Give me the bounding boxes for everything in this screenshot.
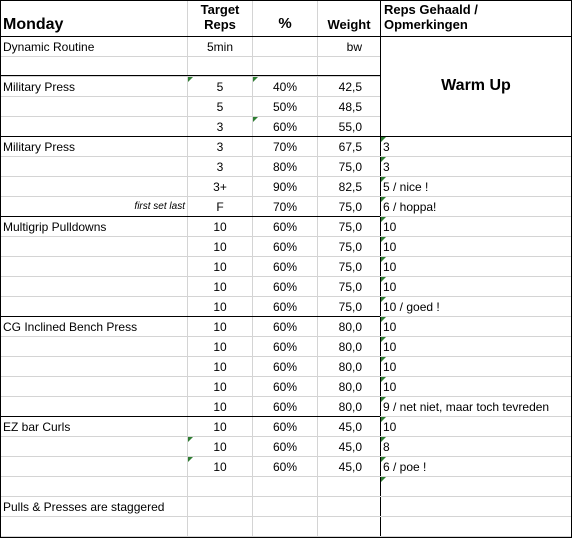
cell-indicator-icon — [381, 357, 386, 362]
reps-cell[interactable]: 10 — [213, 340, 227, 354]
percent-cell[interactable]: 70% — [272, 200, 298, 214]
remarks-header-line2: Opmerkingen — [384, 17, 468, 32]
cell-indicator-icon — [381, 417, 386, 422]
cell-indicator-icon — [381, 437, 386, 442]
reps-cell[interactable] — [188, 497, 252, 517]
target-reps-header-line1: Target — [200, 2, 240, 17]
weight-cell[interactable] — [318, 517, 362, 537]
cell-indicator-icon — [381, 157, 386, 162]
exercise-cell[interactable] — [3, 257, 185, 277]
exercise-cell[interactable] — [3, 457, 185, 477]
cell-indicator-icon — [381, 397, 386, 402]
remark-cell[interactable]: 3 — [383, 160, 390, 174]
exercise-cell[interactable] — [3, 357, 185, 377]
percent-cell[interactable]: 60% — [272, 400, 298, 414]
reps-cell[interactable]: 10 — [213, 380, 227, 394]
exercise-cell[interactable] — [3, 377, 185, 397]
remarks-header-line1: Reps Gehaald / — [384, 2, 478, 17]
reps-cell[interactable]: 10 — [213, 440, 227, 454]
remark-cell[interactable] — [383, 37, 569, 57]
weight-cell[interactable]: bw — [346, 40, 362, 54]
weight-cell[interactable]: 42,5 — [338, 80, 362, 94]
remark-cell[interactable]: 9 / net niet, maar toch tevreden — [383, 400, 550, 414]
remark-cell[interactable] — [383, 77, 569, 97]
weight-cell[interactable]: 75,0 — [338, 200, 362, 214]
remark-cell[interactable]: 10 — [383, 320, 397, 334]
cell-indicator-icon — [381, 477, 386, 482]
cell-indicator-icon — [381, 457, 386, 462]
reps-cell[interactable]: 3+ — [213, 180, 227, 194]
percent-cell[interactable]: 60% — [272, 360, 298, 374]
weight-cell[interactable]: 75,0 — [338, 260, 362, 274]
cell-indicator-icon — [381, 337, 386, 342]
warm-up-label: Warm Up — [441, 77, 511, 94]
weight-cell[interactable]: 80,0 — [338, 360, 362, 374]
exercise-cell[interactable]: Multigrip Pulldowns — [3, 220, 107, 234]
weight-cell[interactable]: 48,5 — [338, 100, 362, 114]
remark-cell[interactable] — [383, 57, 569, 77]
percent-cell[interactable]: 60% — [272, 120, 298, 134]
percent-cell[interactable]: 60% — [272, 280, 298, 294]
weight-cell[interactable]: 75,0 — [338, 300, 362, 314]
weight-cell[interactable]: 45,0 — [338, 460, 362, 474]
weight-cell[interactable]: 45,0 — [338, 420, 362, 434]
weight-cell[interactable]: 75,0 — [338, 280, 362, 294]
exercise-cell[interactable] — [3, 297, 185, 317]
exercise-cell[interactable] — [3, 177, 185, 197]
remark-cell[interactable] — [383, 477, 569, 497]
exercise-cell[interactable] — [3, 237, 185, 257]
exercise-cell[interactable]: Military Press — [3, 140, 76, 154]
percent-cell[interactable] — [253, 517, 317, 537]
target-reps-header-line2: Reps — [204, 17, 236, 32]
remark-cell[interactable]: 10 — [383, 420, 397, 434]
remark-cell[interactable]: 10 — [383, 220, 397, 234]
percent-cell[interactable]: 60% — [272, 220, 298, 234]
target-reps-header — [188, 2, 252, 32]
exercise-cell[interactable] — [3, 517, 185, 537]
reps-cell[interactable]: 10 — [213, 420, 227, 434]
remark-cell[interactable]: 10 — [383, 240, 397, 254]
weight-cell[interactable]: 80,0 — [338, 380, 362, 394]
reps-cell[interactable]: 10 — [213, 460, 227, 474]
cell-indicator-icon — [381, 297, 386, 302]
exercise-cell[interactable] — [3, 337, 185, 357]
remark-cell[interactable]: 10 — [383, 260, 397, 274]
weight-cell[interactable]: 80,0 — [338, 400, 362, 414]
remarks-header — [384, 2, 478, 32]
weight-cell[interactable] — [318, 477, 362, 497]
weight-cell[interactable]: 55,0 — [338, 120, 362, 134]
weight-cell[interactable]: 80,0 — [338, 320, 362, 334]
exercise-cell[interactable]: Military Press — [3, 80, 76, 94]
exercise-cell[interactable] — [3, 97, 185, 117]
remark-cell[interactable] — [383, 117, 569, 137]
percent-header: % — [278, 15, 292, 32]
reps-cell[interactable]: 10 — [213, 240, 227, 254]
exercise-cell[interactable] — [3, 397, 185, 417]
remark-cell[interactable]: 10 — [383, 280, 397, 294]
remark-cell[interactable]: 10 — [383, 360, 397, 374]
reps-cell[interactable]: 10 — [213, 300, 227, 314]
exercise-cell[interactable]: Pulls & Presses are staggered — [3, 500, 165, 514]
remark-cell[interactable]: 5 / nice ! — [383, 180, 429, 194]
row-note: first set last — [134, 201, 185, 212]
cell-indicator-icon — [381, 277, 386, 282]
remark-cell[interactable]: 6 / poe ! — [383, 460, 427, 474]
cell-indicator-icon — [381, 257, 386, 262]
reps-cell[interactable]: 3 — [216, 140, 224, 154]
percent-cell[interactable]: 60% — [272, 460, 298, 474]
weight-cell[interactable]: 80,0 — [338, 340, 362, 354]
reps-cell[interactable]: 10 — [213, 320, 227, 334]
exercise-cell[interactable] — [3, 57, 185, 77]
remark-cell[interactable]: 8 — [383, 440, 390, 454]
reps-cell[interactable] — [188, 57, 252, 77]
weight-cell[interactable]: 45,0 — [338, 440, 362, 454]
cell-indicator-icon — [188, 77, 193, 82]
cell-indicator-icon — [381, 137, 386, 142]
cell-indicator-icon — [381, 237, 386, 242]
cell-indicator-icon — [381, 377, 386, 382]
percent-cell[interactable]: 60% — [272, 420, 298, 434]
exercise-cell[interactable]: Dynamic Routine — [3, 40, 95, 54]
weight-cell[interactable]: 82,5 — [338, 180, 362, 194]
reps-cell[interactable]: 5 — [216, 80, 224, 94]
day-title: Monday — [3, 16, 64, 33]
reps-cell[interactable]: 10 — [213, 260, 227, 274]
weight-header: Weight — [327, 17, 371, 32]
cell-indicator-icon — [253, 77, 258, 82]
percent-cell[interactable]: 90% — [272, 180, 298, 194]
weight-cell[interactable]: 75,0 — [338, 220, 362, 234]
remark-cell[interactable] — [383, 517, 569, 537]
cell-indicator-icon — [381, 197, 386, 202]
percent-cell[interactable]: 60% — [272, 440, 298, 454]
percent-cell[interactable]: 60% — [272, 320, 298, 334]
remark-cell[interactable]: 6 / hoppa! — [383, 200, 437, 214]
exercise-cell[interactable] — [3, 117, 185, 137]
exercise-cell[interactable]: CG Inclined Bench Press — [3, 320, 138, 334]
percent-cell[interactable] — [253, 37, 317, 57]
remark-cell[interactable]: 10 — [383, 340, 397, 354]
percent-cell[interactable]: 60% — [272, 260, 298, 274]
cell-indicator-icon — [253, 117, 258, 122]
weight-cell[interactable] — [318, 57, 362, 77]
remark-cell[interactable] — [383, 97, 569, 117]
percent-cell[interactable]: 70% — [272, 140, 298, 154]
reps-cell[interactable]: F — [216, 200, 224, 214]
percent-cell[interactable] — [253, 497, 317, 517]
cell-indicator-icon — [188, 457, 193, 462]
reps-cell[interactable] — [188, 477, 252, 497]
percent-cell[interactable]: 60% — [272, 340, 298, 354]
exercise-cell[interactable] — [3, 277, 185, 297]
cell-indicator-icon — [381, 317, 386, 322]
percent-cell[interactable]: 50% — [272, 100, 298, 114]
exercise-cell[interactable]: EZ bar Curls — [3, 420, 71, 434]
percent-cell[interactable] — [253, 57, 317, 77]
reps-cell[interactable] — [188, 517, 252, 537]
reps-cell[interactable]: 5min — [206, 40, 233, 54]
reps-cell[interactable]: 10 — [213, 280, 227, 294]
weight-cell[interactable]: 75,0 — [338, 160, 362, 174]
weight-cell[interactable]: 75,0 — [338, 240, 362, 254]
cell-indicator-icon — [188, 437, 193, 442]
reps-cell[interactable]: 10 — [213, 400, 227, 414]
exercise-cell[interactable] — [3, 437, 185, 457]
reps-cell[interactable]: 3 — [216, 160, 224, 174]
exercise-cell[interactable] — [3, 157, 185, 177]
percent-cell[interactable]: 80% — [272, 160, 298, 174]
percent-cell[interactable]: 60% — [272, 300, 298, 314]
percent-cell[interactable]: 60% — [272, 240, 298, 254]
weight-cell[interactable]: 67,5 — [338, 140, 362, 154]
remark-cell[interactable]: 10 — [383, 380, 397, 394]
weight-cell[interactable] — [318, 497, 362, 517]
cell-indicator-icon — [381, 177, 386, 182]
reps-cell[interactable]: 10 — [213, 360, 227, 374]
reps-cell[interactable]: 5 — [216, 100, 224, 114]
reps-cell[interactable]: 10 — [213, 220, 227, 234]
cell-indicator-icon — [381, 217, 386, 222]
percent-cell[interactable]: 40% — [272, 80, 298, 94]
remark-cell[interactable] — [383, 497, 569, 517]
percent-cell[interactable]: 60% — [272, 380, 298, 394]
percent-cell[interactable] — [253, 477, 317, 497]
remark-cell[interactable]: 10 / goed ! — [383, 300, 440, 314]
exercise-cell[interactable] — [3, 477, 185, 497]
reps-cell[interactable]: 3 — [216, 120, 224, 134]
remark-cell[interactable]: 3 — [383, 140, 390, 154]
